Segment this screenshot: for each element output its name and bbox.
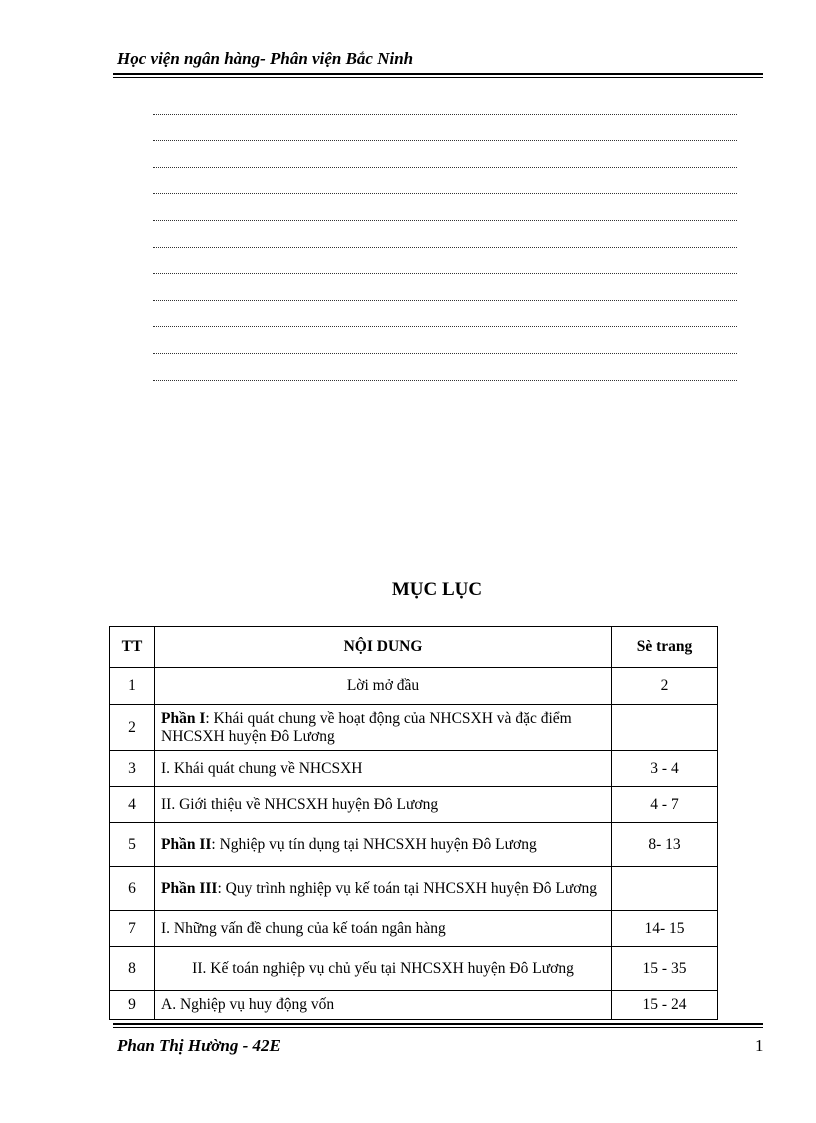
row-text: A. Nghiệp vụ huy động vốn <box>161 996 335 1013</box>
row-number: 8 <box>110 947 155 991</box>
row-content <box>155 787 612 823</box>
row-pages: 4 - 7 <box>612 787 718 823</box>
header-rule-thin <box>113 77 763 78</box>
row-pages: 14- 15 <box>612 911 718 947</box>
row-pages <box>612 705 718 751</box>
dotted-line <box>153 115 737 142</box>
row-pages: 15 - 24 <box>612 991 718 1020</box>
row-pages: 8- 13 <box>612 823 718 867</box>
dotted-line <box>153 248 737 275</box>
row-pages: 15 - 35 <box>612 947 718 991</box>
row-number: 4 <box>110 787 155 823</box>
row-number: 1 <box>110 668 155 705</box>
row-content <box>155 947 612 991</box>
page-header-title: Học viện ngân hàng- Phân viện Bắc Ninh <box>117 49 414 68</box>
row-content <box>155 867 612 911</box>
table-row <box>110 947 718 991</box>
row-text: : Khái quát chung về hoạt động của NHCSXH và đặc điểm NHCSXH huyện Đô Lương <box>161 709 572 745</box>
col-header-tt: TT <box>110 627 155 668</box>
row-text: : Quy trình nghiệp vụ kế toán tại NHCSXH huyện Đô Lương <box>217 879 597 897</box>
footer-rule-thin <box>113 1027 763 1028</box>
row-content <box>155 668 612 705</box>
dotted-line <box>153 354 737 381</box>
row-number: 3 <box>110 751 155 787</box>
row-text: : Nghiệp vụ tín dụng tại NHCSXH huyện Đô Lương <box>211 835 537 853</box>
row-number: 2 <box>110 705 155 751</box>
col-header-pages: Sè trang <box>612 627 718 668</box>
row-text: II. Giới thiệu về NHCSXH huyện Đô Lương <box>161 795 439 813</box>
dotted-line <box>153 327 737 354</box>
row-number: 7 <box>110 911 155 947</box>
dotted-line <box>153 194 737 221</box>
dotted-line <box>153 274 737 301</box>
table-row <box>110 668 718 705</box>
page-number: 1 <box>755 1036 764 1055</box>
table-row <box>110 911 718 947</box>
dotted-line <box>153 88 737 115</box>
toc-header-row <box>110 627 718 668</box>
col-header-content: NỘI DUNG <box>155 627 612 668</box>
table-row <box>110 991 718 1020</box>
dotted-lines <box>153 88 737 381</box>
dotted-line <box>153 221 737 248</box>
dotted-line <box>153 301 737 328</box>
row-content <box>155 751 612 787</box>
row-pages <box>612 867 718 911</box>
row-text: I. Những vấn đề chung của kế toán ngân hàng <box>161 919 446 937</box>
dotted-line <box>153 168 737 195</box>
row-pages: 3 - 4 <box>612 751 718 787</box>
row-part-label: Phần II <box>161 835 212 853</box>
table-row <box>110 867 718 911</box>
table-row <box>110 705 718 751</box>
header-rule-thick <box>113 73 763 75</box>
toc-table <box>109 626 718 1020</box>
row-text: II. Kế toán nghiệp vụ chủ yếu tại NHCSXH huyện Đô Lương <box>192 959 574 977</box>
footer-author: Phan Thị Hường - 42E <box>117 1036 281 1055</box>
table-row <box>110 823 718 867</box>
row-number: 6 <box>110 867 155 911</box>
table-row <box>110 751 718 787</box>
row-number: 9 <box>110 991 155 1020</box>
toc-title: MỤC LỤC <box>391 579 483 600</box>
row-content <box>155 991 612 1020</box>
row-content <box>155 705 612 751</box>
row-content <box>155 823 612 867</box>
row-number: 5 <box>110 823 155 867</box>
dotted-line <box>153 141 737 168</box>
footer-rule-thick <box>113 1023 763 1025</box>
table-row <box>110 787 718 823</box>
row-content <box>155 911 612 947</box>
row-part-label: Phần I <box>161 709 206 727</box>
row-pages: 2 <box>612 668 718 705</box>
row-part-label: Phần III <box>161 879 218 897</box>
row-text: I. Khái quát chung về NHCSXH <box>161 759 363 777</box>
row-text: Lời mở đầu <box>346 677 420 694</box>
